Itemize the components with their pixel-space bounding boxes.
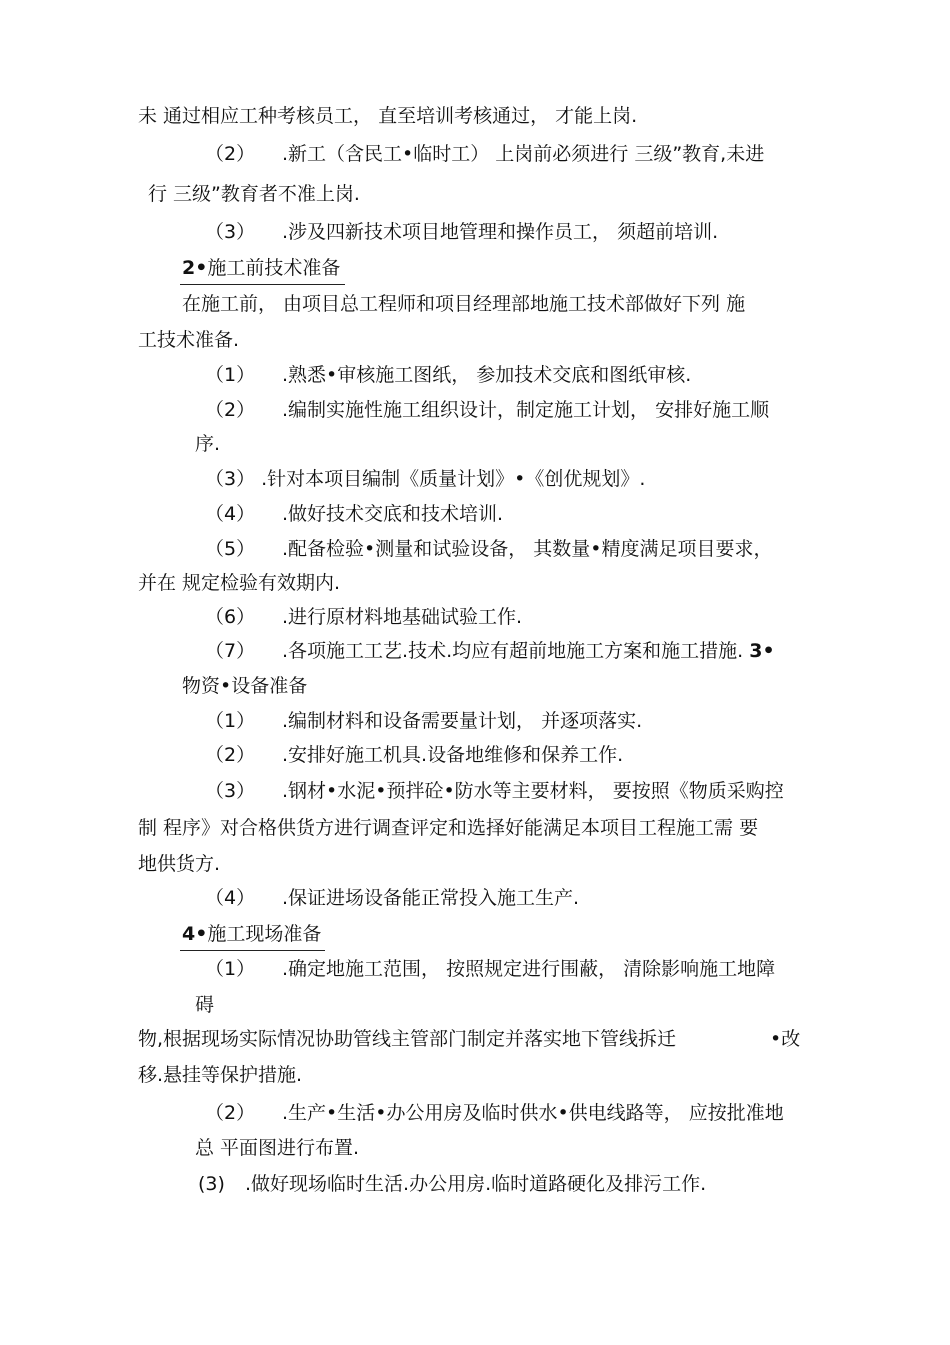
item-number: （4） — [205, 503, 256, 525]
text-line: 序. — [195, 433, 221, 455]
text-line: .新工（含民工•临时工） 上岗前必须进行 三级”教育,未进 — [282, 143, 765, 165]
item-number: （2） — [205, 1102, 256, 1124]
text-line: 碍 — [195, 994, 215, 1016]
heading-underline — [180, 950, 325, 951]
item-number: （1） — [205, 710, 256, 732]
text-line: （3） .针对本项目编制《质量计划》•《创优规划》. — [205, 468, 646, 490]
text-line: 在施工前， 由项目总工程师和项目经理部地施工技术部做好下列 施 — [182, 293, 746, 315]
text-line: .钢材•水泥•预拌砼•防水等主要材料， 要按照《物质采购控 — [282, 780, 784, 802]
item-number: （1） — [205, 958, 256, 980]
item-number: （3） — [205, 780, 256, 802]
section-heading: 物资•设备准备 — [182, 675, 308, 697]
text-line: .各项施工工艺.技术.均应有超前地施工方案和施工措施. 3• — [282, 640, 775, 662]
item-number: （7） — [205, 640, 256, 662]
text-line: .确定地施工范围， 按照规定进行围蔽， 清除影响施工地障 — [282, 958, 776, 980]
section-heading: 2•施工前技术准备 — [182, 257, 341, 279]
item-number: （4） — [205, 887, 256, 909]
text-line: 行 三级”教育者不准上岗. — [148, 183, 360, 205]
item-number: （3） — [205, 221, 256, 243]
text-line: •改 — [770, 1028, 801, 1050]
text-line: .熟悉•审核施工图纸， 参加技术交底和图纸审核. — [282, 364, 692, 386]
item-number: （2） — [205, 744, 256, 766]
section-heading: 4•施工现场准备 — [182, 923, 322, 945]
text-line: 未 通过相应工种考核员工， 直至培训考核通过， 才能上岗. — [138, 105, 638, 127]
item-number: (3) — [198, 1173, 225, 1195]
text-line: 地供货方. — [138, 853, 221, 875]
text-line: .做好现场临时生活.办公用房.临时道路硬化及排污工作. — [245, 1173, 707, 1195]
item-number: （5） — [205, 538, 256, 560]
item-number: （2） — [205, 143, 256, 165]
text-line: .进行原材料地基础试验工作. — [282, 606, 523, 628]
text-line: .配备检验•测量和试验设备， 其数量•精度满足项目要求， — [282, 538, 773, 560]
text-line: .做好技术交底和技术培训. — [282, 503, 504, 525]
text-line: .安排好施工机具.设备地维修和保养工作. — [282, 744, 624, 766]
text-line: 工技术准备. — [138, 329, 240, 351]
text-line: 并在 规定检验有效期内. — [138, 572, 341, 594]
text-line: .保证进场设备能正常投入施工生产. — [282, 887, 580, 909]
text-line: .生产•生活•办公用房及临时供水•供电线路等， 应按批准地 — [282, 1102, 784, 1124]
text-line: 总 平面图进行布置. — [195, 1137, 360, 1159]
item-number: （2） — [205, 399, 256, 421]
text-line: 移.悬挂等保护措施. — [138, 1064, 303, 1086]
heading-underline — [180, 284, 345, 285]
text-line: 制 程序》对合格供货方进行调查评定和选择好能满足本项目工程施工需 要 — [138, 817, 759, 839]
item-number: （6） — [205, 606, 256, 628]
text-line: 物,根据现场实际情况协助管线主管部门制定并落实地下管线拆迁 — [138, 1028, 677, 1050]
text-line: .涉及四新技术项目地管理和操作员工， 须超前培训. — [282, 221, 719, 243]
text-line: .编制材料和设备需要量计划， 并逐项落实. — [282, 710, 643, 732]
item-number: （1） — [205, 364, 256, 386]
text-line: .编制实施性施工组织设计，制定施工计划， 安排好施工顺 — [282, 399, 770, 421]
